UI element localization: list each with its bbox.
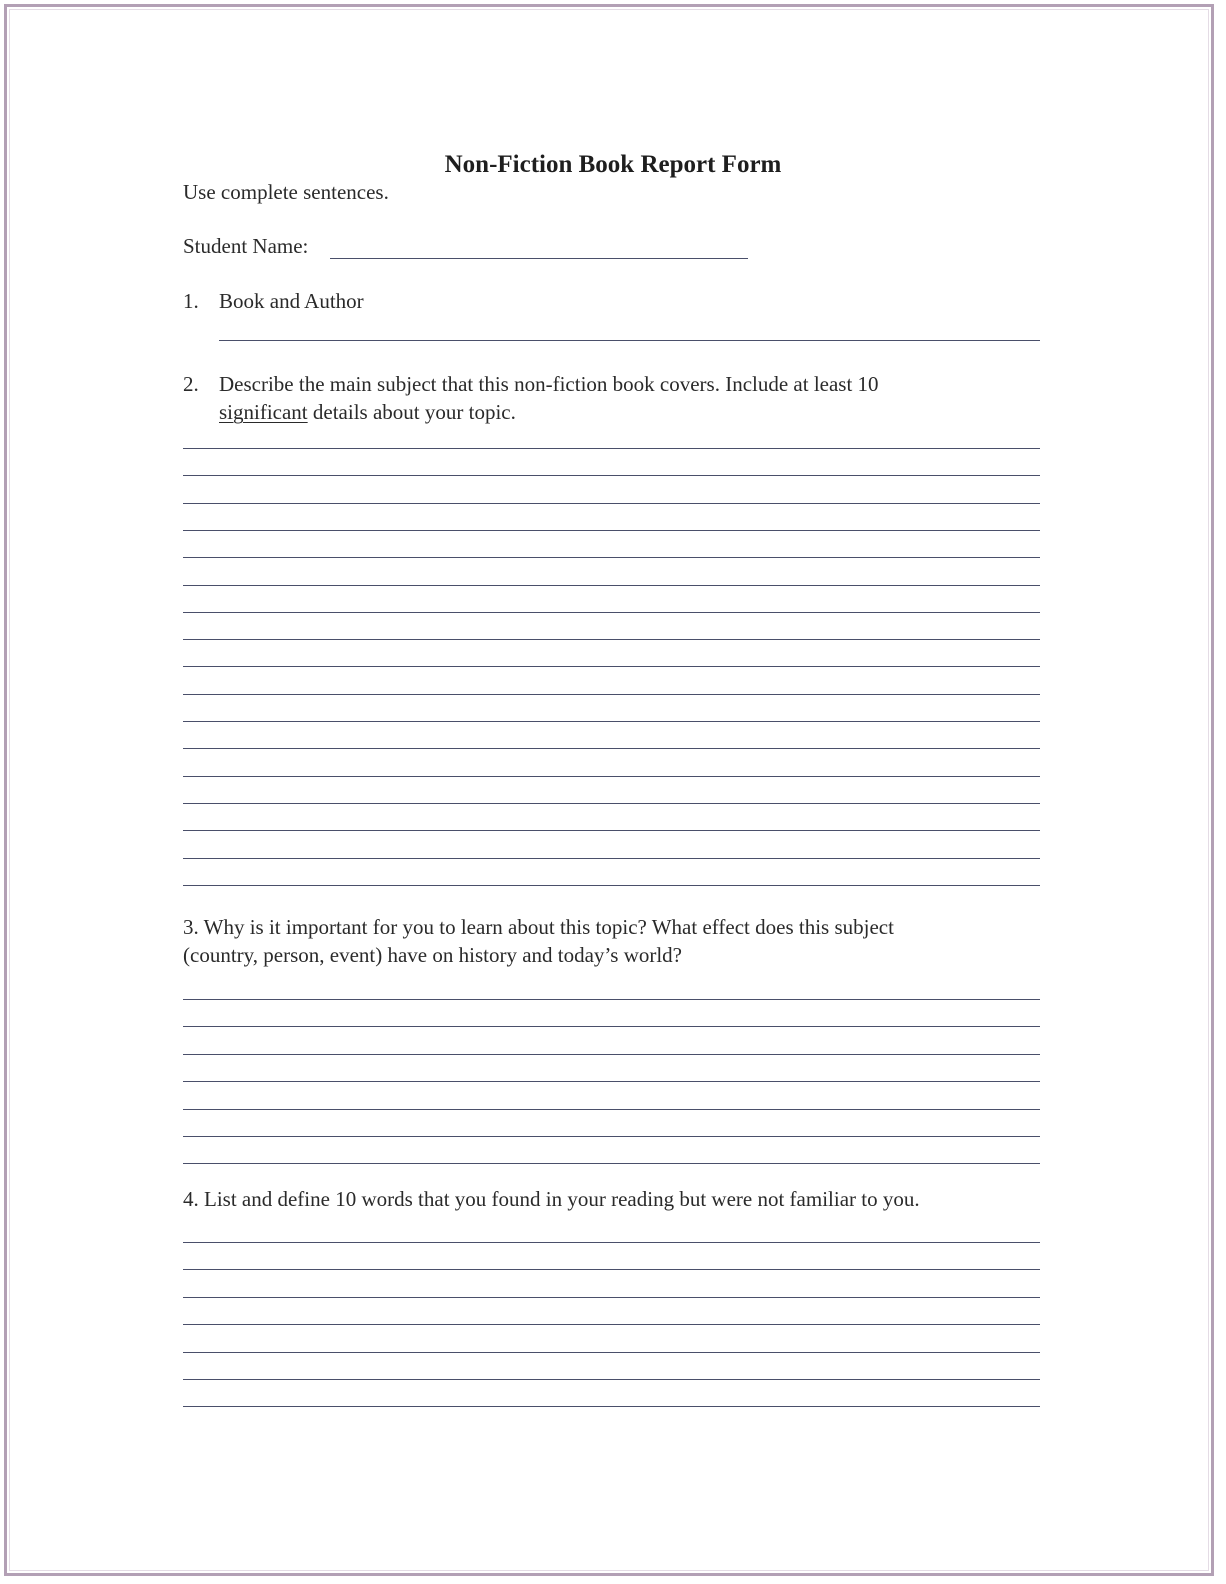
question-2-answer-line[interactable]: [183, 803, 1040, 804]
question-2-line-1: Describe the main subject that this non-fiction book covers. Include at least 10: [219, 372, 879, 396]
question-2-answer-line[interactable]: [183, 475, 1040, 476]
question-4-answer-line[interactable]: [183, 1297, 1040, 1298]
page-title: Non-Fiction Book Report Form: [444, 151, 782, 178]
question-4-line-1: 4. List and define 10 words that you found in your reading but were not familiar to you.: [183, 1187, 920, 1211]
question-4-answer-line[interactable]: [183, 1242, 1040, 1243]
question-3-answer-line[interactable]: [183, 1054, 1040, 1055]
question-2-answer-line[interactable]: [183, 694, 1040, 695]
question-2-answer-line[interactable]: [183, 530, 1040, 531]
significant-underlined-word: significant: [219, 400, 308, 424]
question-4-answer-line[interactable]: [183, 1269, 1040, 1270]
question-3-answer-line[interactable]: [183, 1136, 1040, 1137]
question-2-answer-line[interactable]: [183, 639, 1040, 640]
question-2-answer-line[interactable]: [183, 721, 1040, 722]
question-2-answer-line[interactable]: [183, 666, 1040, 667]
question-2-answer-line[interactable]: [183, 885, 1040, 886]
student-name-label: Student Name:: [183, 234, 309, 258]
question-2-answer-line[interactable]: [183, 448, 1040, 449]
question-4-answer-line[interactable]: [183, 1406, 1040, 1407]
question-1-text: Book and Author: [219, 289, 364, 313]
question-2-answer-line[interactable]: [183, 612, 1040, 613]
question-4-answer-line[interactable]: [183, 1352, 1040, 1353]
question-2-answer-line[interactable]: [183, 748, 1040, 749]
question-2-line-2: [219, 400, 516, 424]
question-3-line-1: 3. Why is it important for you to learn about this topic? What effect does this subject: [183, 915, 894, 939]
question-2-answer-line[interactable]: [183, 776, 1040, 777]
question-2-answer-line[interactable]: [183, 585, 1040, 586]
question-3-answer-line[interactable]: [183, 1109, 1040, 1110]
question-3-answer-line[interactable]: [183, 1026, 1040, 1027]
question-3-line-2: (country, person, event) have on history and today’s world?: [183, 943, 683, 967]
question-3-answer-line[interactable]: [183, 1081, 1040, 1082]
student-name-field[interactable]: [330, 258, 748, 259]
question-2-answer-line[interactable]: [183, 830, 1040, 831]
question-2-answer-line[interactable]: [183, 503, 1040, 504]
question-4-answer-line[interactable]: [183, 1379, 1040, 1380]
question-2-line-2-rest: details about your topic.: [307, 400, 516, 424]
question-2-answer-line[interactable]: [183, 557, 1040, 558]
question-2-answer-line[interactable]: [183, 858, 1040, 859]
book-author-field[interactable]: [219, 340, 1040, 341]
question-3-answer-line[interactable]: [183, 999, 1040, 1000]
question-4-answer-line[interactable]: [183, 1324, 1040, 1325]
question-1-number: 1.: [183, 289, 199, 313]
question-3-answer-line[interactable]: [183, 1163, 1040, 1164]
instruction-text: Use complete sentences.: [183, 180, 389, 204]
question-2-number: 2.: [183, 372, 199, 396]
